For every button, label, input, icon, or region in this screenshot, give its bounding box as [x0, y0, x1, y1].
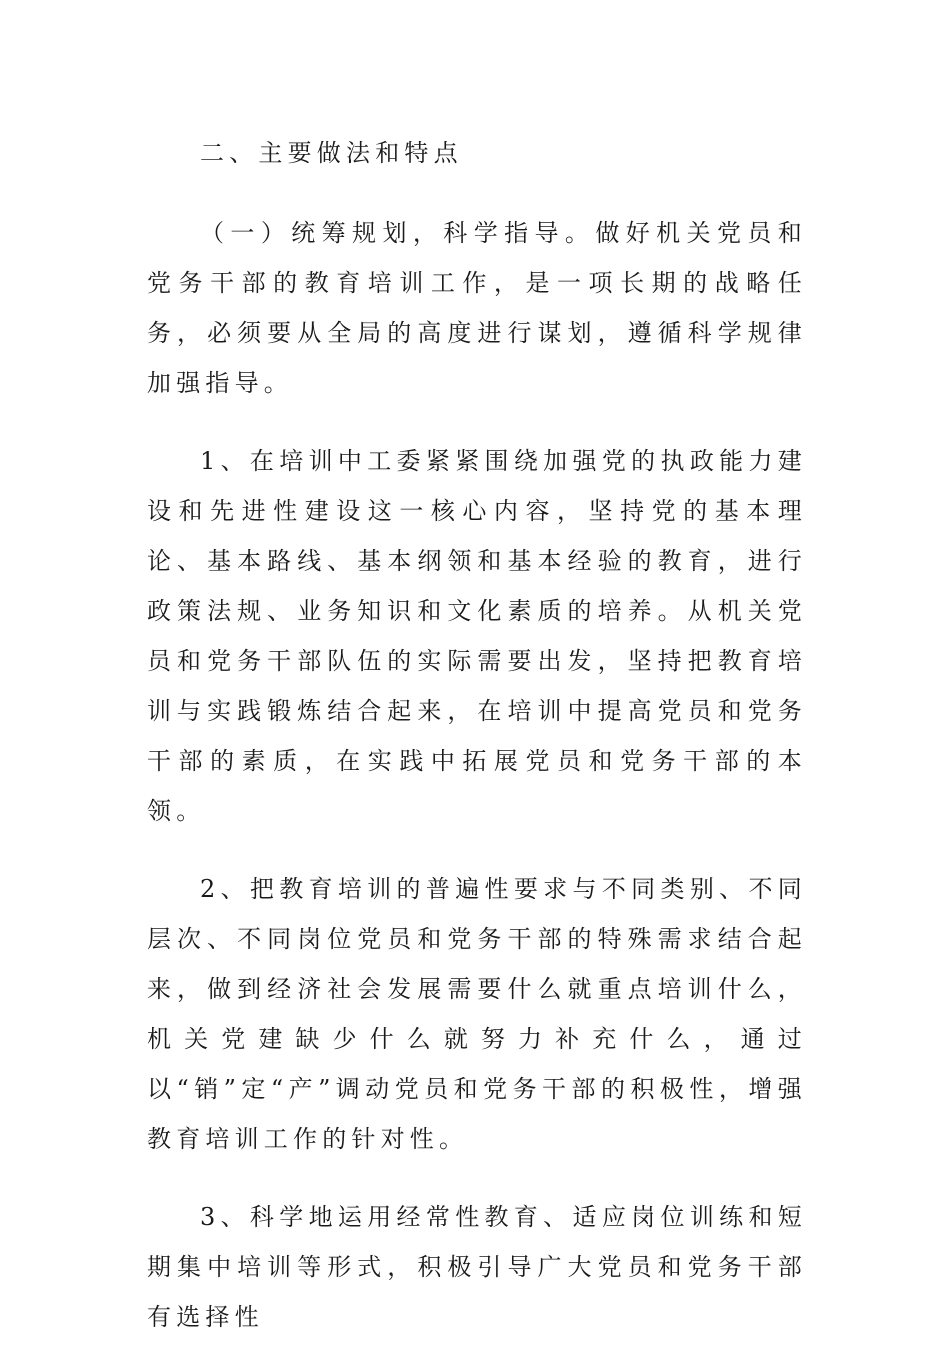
- paragraph-2: 1、在培训中工委紧紧围绕加强党的执政能力建设和先进性建设这一核心内容，坚持党的基本理论、基本路线、基本纲领和基本经验的教育，进行政策法规、业务知识和文化素质的培养。从机关党员和党务干部队伍的实际需要出发，坚持把教育培训与实践锻炼结合起来，在培训中提高党员和党务干部的素质，在实践中拓展党员和党务干部的本领。: [147, 447, 807, 825]
- document-body: [147, 128, 807, 1370]
- paragraph-4: 3、科学地运用经常性教育、适应岗位训练和短期集中培训等形式，积极引导广大党员和党务干部有选择性: [147, 1203, 807, 1331]
- paragraph-1: （一）统筹规划，科学指导。做好机关党员和党务干部的教育培训工作，是一项长期的战略任务，必须要从全局的高度进行谋划，遵循科学规律加强指导。: [147, 219, 807, 397]
- paragraph-3: 2、把教育培训的普遍性要求与不同类别、不同层次、不同岗位党员和党务干部的特殊需求结合起来，做到经济社会发展需要什么就重点培训什么，机关党建缺少什么就努力补充什么，通过以“销”定“产”调动党员和党务干部的积极性，增强教育培训工作的针对性。: [147, 875, 807, 1153]
- section-heading: 二、主要做法和特点: [200, 139, 463, 167]
